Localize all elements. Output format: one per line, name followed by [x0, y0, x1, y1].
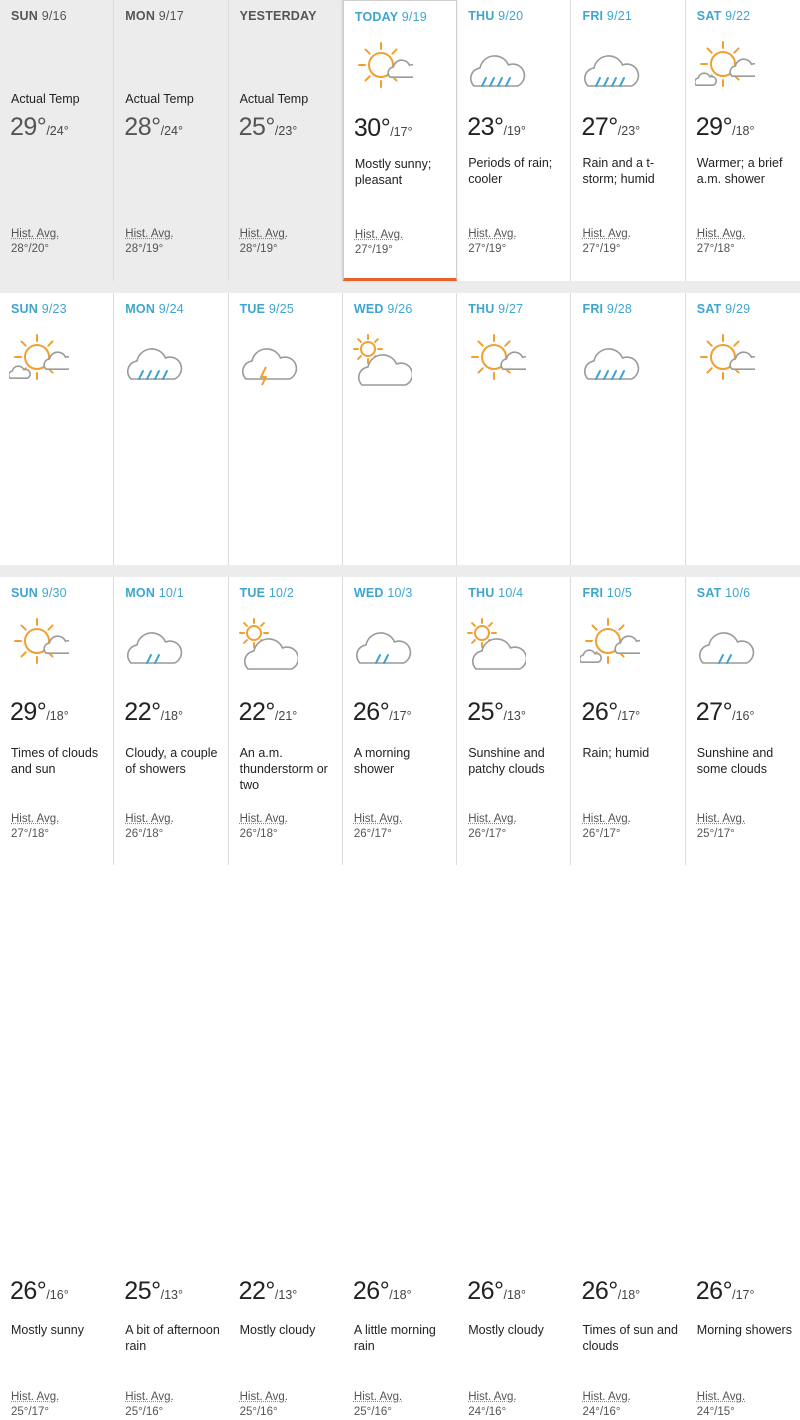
temperature [467, 113, 526, 142]
historical-average [468, 227, 516, 257]
hist-avg-label: Hist. Avg. [468, 813, 517, 825]
sun-cloud-icon [9, 611, 69, 671]
hist-avg-value: 26°/18° [239, 828, 278, 840]
forecast-description: Mostly cloudy [239, 1323, 316, 1337]
high-temp: 26° [352, 1277, 390, 1305]
hist-avg-label: Hist. Avg. [353, 1391, 403, 1403]
hist-avg-label: Hist. Avg. [11, 1391, 60, 1403]
temperature [354, 114, 413, 143]
hist-avg-value: 24°/15° [696, 1406, 735, 1418]
hist-avg-value: 25°/16° [353, 1406, 392, 1418]
day-label: TUE 10/2 [239, 586, 295, 600]
rain-cloud-icon [580, 34, 640, 94]
high-temp: 22° [124, 698, 161, 726]
forecast-description: Mostly sunny [11, 1323, 84, 1337]
historical-average [697, 1390, 745, 1420]
hist-avg-value: 28°/19° [239, 243, 278, 255]
temperature [581, 1277, 640, 1306]
high-temp: 28° [124, 113, 161, 141]
temperature [124, 113, 183, 142]
hist-avg-value: 28°/19° [125, 243, 164, 255]
high-temp: 29° [10, 698, 47, 726]
day-cell[interactable] [0, 577, 114, 1418]
day-label: MON 9/24 [125, 302, 184, 316]
historical-average [582, 227, 630, 257]
day-cell[interactable] [457, 577, 571, 1418]
cloud-sun-behind-icon [352, 327, 412, 387]
high-temp: 22° [238, 1277, 275, 1305]
high-temp: 22° [238, 698, 275, 726]
high-temp: 29° [695, 113, 733, 141]
light-rain-cloud-icon [352, 611, 412, 671]
hist-avg-value: 27°/18° [696, 243, 735, 255]
actual-temp-label: Actual Temp [11, 92, 80, 106]
high-temp: 25° [467, 698, 504, 726]
forecast-description: Warmer; a brief a.m. shower [696, 156, 783, 186]
day-cell[interactable] [686, 0, 800, 281]
day-label: SAT 9/22 [696, 9, 751, 23]
day-label: SUN 9/16 [11, 9, 67, 23]
hist-avg-label: Hist. Avg. [582, 1391, 631, 1403]
historical-average [125, 227, 173, 257]
forecast-description: Morning showers [696, 1323, 792, 1337]
hist-avg-label: Hist. Avg. [11, 228, 60, 240]
actual-temp-label: Actual Temp [239, 92, 309, 106]
day-label: YESTERDAY [239, 9, 317, 23]
hist-avg-value: 27°/18° [11, 828, 49, 840]
forecast-description: Mostly sunny; pleasant [354, 157, 432, 187]
day-label: SAT 9/29 [696, 302, 751, 316]
day-label: FRI 10/5 [582, 586, 633, 600]
hist-avg-label: Hist. Avg. [582, 813, 631, 825]
low-temp: /17° [617, 709, 641, 723]
light-rain-cloud-icon [695, 611, 755, 671]
hist-avg-value: 26°/18° [125, 828, 164, 840]
hist-avg-label: Hist. Avg. [125, 813, 174, 825]
day-cell[interactable] [114, 577, 228, 1418]
hist-avg-value: 25°/16° [125, 1406, 164, 1418]
forecast-description: Sunshine and patchy clouds [468, 746, 545, 776]
high-temp: 26° [695, 1277, 733, 1305]
hist-avg-label: Hist. Avg. [239, 813, 288, 825]
low-temp: /17° [732, 1288, 755, 1302]
hist-avg-label: Hist. Avg. [696, 1391, 746, 1403]
low-temp: /13° [274, 1288, 298, 1302]
hist-avg-label: Hist. Avg. [582, 228, 631, 240]
low-temp: /23° [274, 124, 298, 138]
hist-avg-label: Hist. Avg. [239, 1391, 288, 1403]
row-separator [0, 281, 800, 293]
forecast-description: A morning shower [353, 746, 411, 776]
high-temp: 26° [581, 1277, 618, 1305]
day-cell[interactable] [457, 0, 571, 281]
week-row-3 [0, 577, 800, 1418]
temperature [124, 1277, 183, 1306]
hist-avg-value: 27°/19° [354, 244, 393, 256]
sun-clouds-icon [9, 327, 69, 387]
day-label: TUE 9/25 [239, 302, 295, 316]
historical-average [697, 227, 745, 257]
day-label: THU 10/4 [468, 586, 524, 600]
low-temp: /18° [160, 709, 183, 723]
hist-avg-value: 26°/17° [468, 828, 507, 840]
hist-avg-label: Hist. Avg. [125, 1391, 174, 1403]
high-temp: 25° [124, 1277, 161, 1305]
hist-avg-value: 26°/17° [582, 828, 621, 840]
historical-average [125, 1390, 173, 1420]
low-temp: /17° [390, 125, 413, 139]
rain-cloud-icon [466, 34, 526, 94]
historical-average [354, 1390, 402, 1420]
low-temp: /19° [503, 124, 526, 138]
day-label: SUN 9/30 [11, 586, 67, 600]
sun-cloud-icon [353, 35, 413, 95]
hist-avg-label: Hist. Avg. [468, 1391, 517, 1403]
temperature [696, 113, 755, 142]
day-cell[interactable] [571, 0, 685, 281]
historical-average [11, 1390, 59, 1420]
low-temp: /21° [274, 709, 298, 723]
day-label: THU 9/27 [468, 302, 524, 316]
week-row-1 [0, 0, 800, 281]
low-temp: /13° [160, 1288, 183, 1302]
forecast-description: A bit of afternoon rain [125, 1323, 220, 1353]
day-label: MON 10/1 [125, 586, 184, 600]
hist-avg-label: Hist. Avg. [239, 228, 288, 240]
hist-avg-label: Hist. Avg. [468, 228, 517, 240]
hist-avg-label: Hist. Avg. [353, 813, 403, 825]
hist-avg-value: 26°/17° [353, 828, 392, 840]
temperature [10, 113, 69, 142]
day-cell[interactable] [686, 577, 800, 1418]
thunder-cloud-icon [238, 327, 298, 387]
high-temp: 23° [467, 113, 504, 141]
temperature [10, 1277, 69, 1306]
light-rain-cloud-icon [123, 611, 183, 671]
high-temp: 30° [353, 114, 391, 142]
hist-avg-label: Hist. Avg. [354, 229, 404, 241]
historical-average [582, 1390, 630, 1420]
historical-average [240, 227, 288, 257]
high-temp: 27° [695, 698, 733, 726]
day-label: WED 9/26 [353, 302, 413, 316]
sun-cloud-icon [695, 327, 755, 387]
hist-avg-label: Hist. Avg. [696, 813, 746, 825]
day-label: MON 9/17 [125, 9, 184, 23]
temperature [353, 1277, 412, 1306]
temperature [239, 113, 298, 142]
day-label: FRI 9/28 [582, 302, 633, 316]
low-temp: /17° [389, 709, 412, 723]
day-cell[interactable] [229, 0, 343, 281]
forecast-description: Times of clouds and sun [11, 746, 99, 776]
hist-avg-value: 25°/16° [239, 1406, 278, 1418]
day-label: FRI 9/21 [582, 9, 633, 23]
historical-average [11, 227, 59, 257]
forecast-description: An a.m. thunderstorm or two [239, 746, 328, 792]
high-temp: 25° [238, 113, 275, 141]
historical-average [355, 228, 403, 258]
low-temp: /18° [389, 1288, 412, 1302]
day-label: WED 10/3 [353, 586, 413, 600]
rain-cloud-icon [123, 327, 183, 387]
day-cell[interactable] [114, 0, 228, 281]
historical-average [240, 1390, 288, 1420]
day-label: SUN 9/23 [11, 302, 67, 316]
day-label: TODAY 9/19 [354, 10, 427, 24]
hist-avg-value: 24°/16° [582, 1406, 621, 1418]
hist-avg-value: 24°/16° [468, 1406, 507, 1418]
temperature [239, 1277, 298, 1306]
temperature [467, 1277, 526, 1306]
actual-temp-label: Actual Temp [125, 92, 194, 106]
low-temp: /13° [503, 709, 526, 723]
low-temp: /18° [503, 1288, 526, 1302]
low-temp: /16° [46, 1288, 69, 1302]
sun-clouds-icon [695, 34, 755, 94]
hist-avg-label: Hist. Avg. [11, 813, 60, 825]
temperature [581, 113, 640, 142]
high-temp: 26° [467, 1277, 504, 1305]
high-temp: 27° [581, 113, 618, 141]
low-temp: /16° [732, 709, 755, 723]
hist-avg-value: 27°/19° [582, 243, 621, 255]
high-temp: 26° [352, 698, 390, 726]
day-label: SAT 10/6 [696, 586, 751, 600]
cloud-sun-behind-icon [466, 611, 526, 671]
forecast-description: A little morning rain [353, 1323, 436, 1353]
hist-avg-value: 28°/20° [11, 243, 49, 255]
low-temp: /24° [160, 124, 183, 138]
temperature [696, 1277, 755, 1306]
forecast-description: Rain and a t-storm; humid [582, 156, 655, 186]
sun-cloud-icon [466, 327, 526, 387]
forecast-description: Rain; humid [582, 746, 650, 760]
forecast-description: Times of sun and clouds [582, 1323, 678, 1353]
low-temp: /23° [617, 124, 641, 138]
sun-clouds-icon [580, 611, 640, 671]
hist-avg-label: Hist. Avg. [125, 228, 174, 240]
high-temp: 29° [10, 113, 47, 141]
day-cell[interactable] [343, 577, 457, 1418]
day-cell[interactable] [229, 577, 343, 1418]
hist-avg-value: 25°/17° [696, 828, 735, 840]
day-cell[interactable] [571, 577, 685, 1418]
hist-avg-label: Hist. Avg. [696, 228, 746, 240]
forecast-description: Sunshine and some clouds [696, 746, 774, 776]
historical-average [468, 1390, 516, 1420]
low-temp: /18° [46, 709, 69, 723]
forecast-description: Cloudy, a couple of showers [125, 746, 218, 776]
rain-cloud-icon [580, 327, 640, 387]
day-cell[interactable] [0, 0, 114, 281]
low-temp: /18° [732, 124, 755, 138]
day-cell[interactable] [343, 0, 457, 281]
forecast-description: Mostly cloudy [468, 1323, 544, 1337]
hist-avg-value: 25°/17° [11, 1406, 49, 1418]
cloud-sun-behind-icon [238, 611, 298, 671]
day-label: THU 9/20 [468, 9, 524, 23]
row-separator [0, 565, 800, 577]
forecast-description: Periods of rain; cooler [468, 156, 553, 186]
low-temp: /24° [46, 124, 69, 138]
low-temp: /18° [617, 1288, 641, 1302]
high-temp: 26° [10, 1277, 47, 1305]
high-temp: 26° [581, 698, 618, 726]
hist-avg-value: 27°/19° [468, 243, 507, 255]
